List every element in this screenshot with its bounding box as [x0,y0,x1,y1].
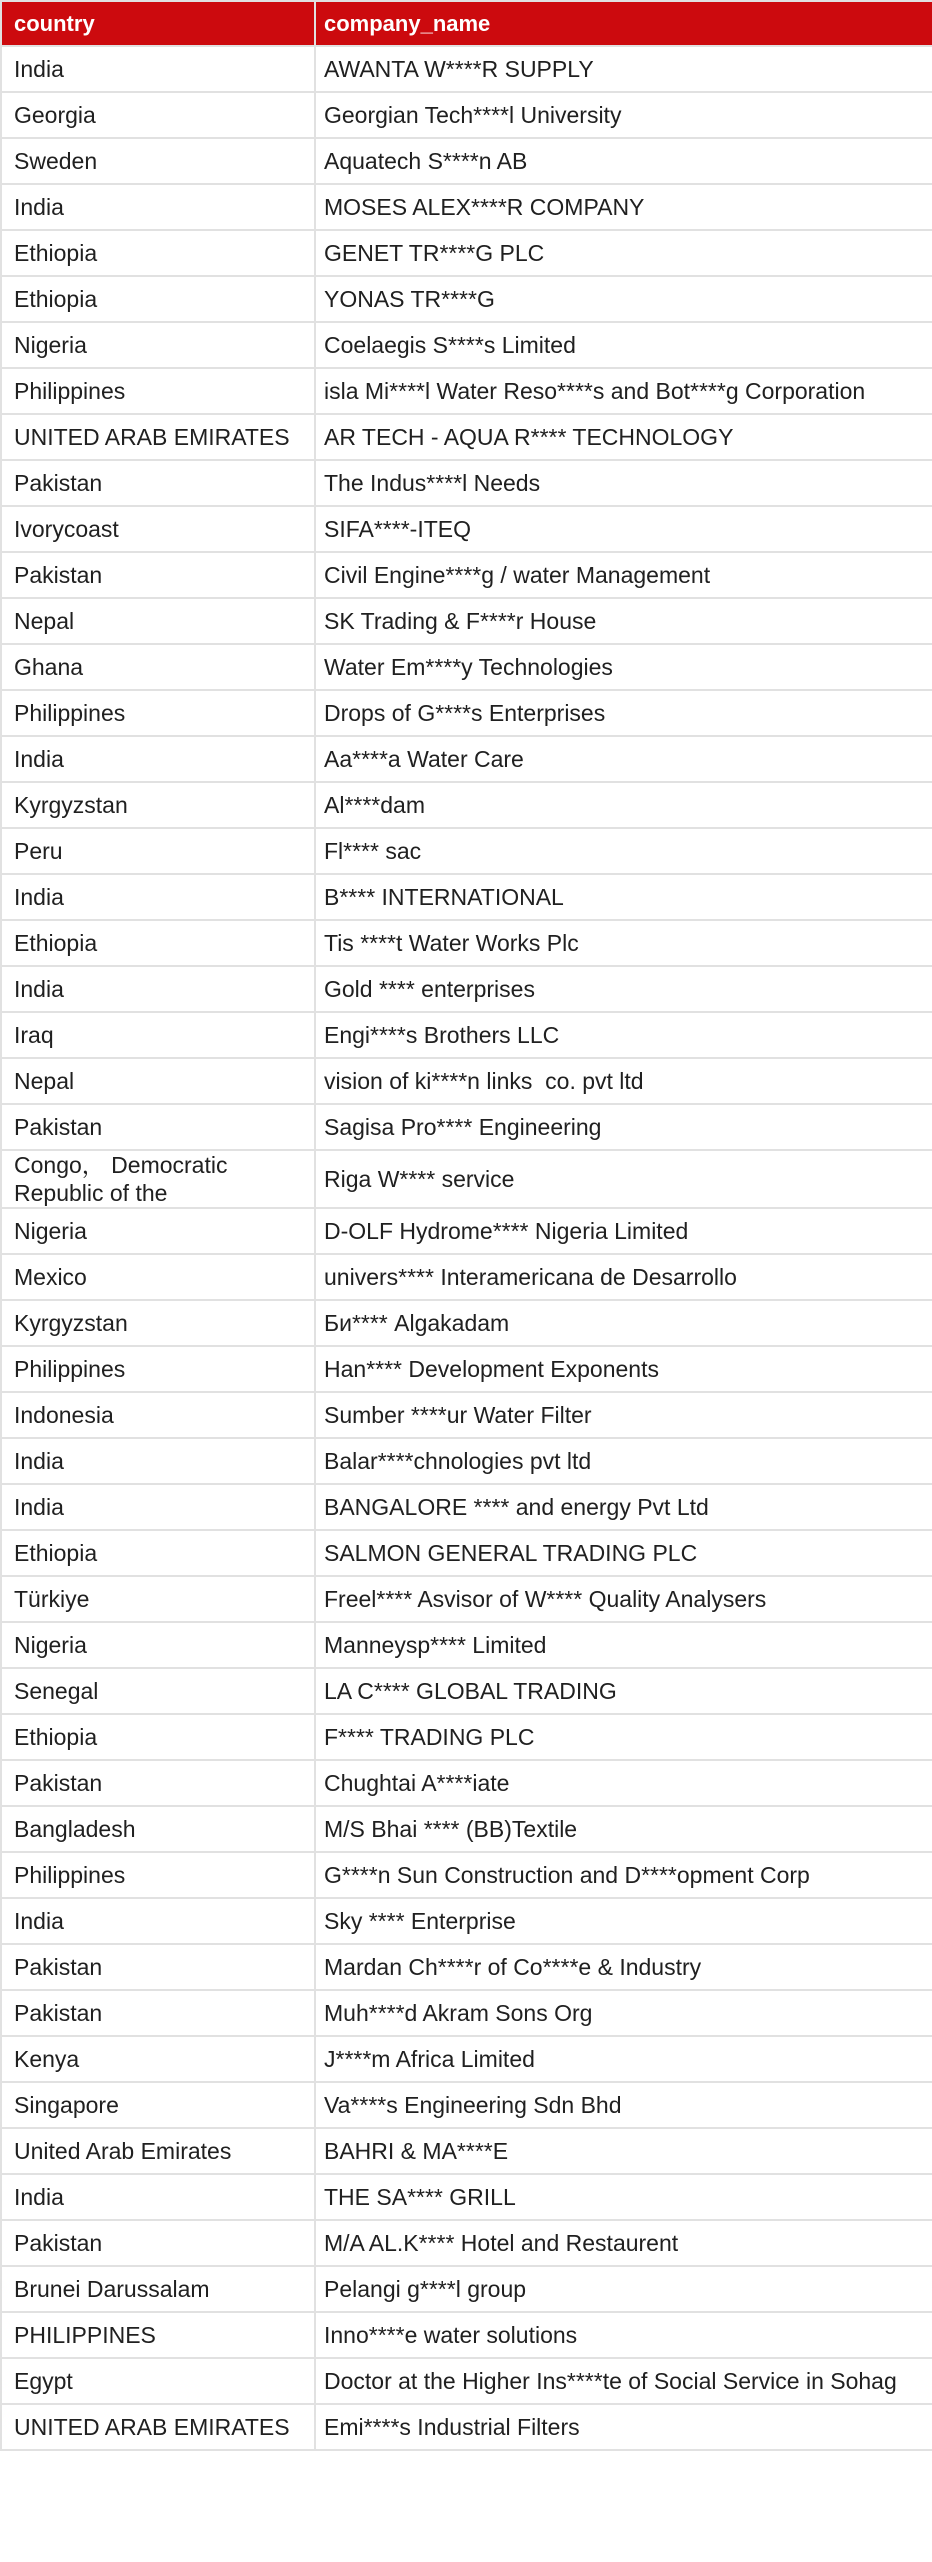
table-row [1,1530,932,1576]
company-name-cell: Manneysp**** Limited [315,1622,932,1668]
country-cell: Philippines [1,1346,315,1392]
company-name-cell: Han**** Development Exponents [315,1346,932,1392]
company-name-cell: vision of ki****n links co. pvt ltd [315,1058,932,1104]
table-row [1,828,932,874]
table-row [1,1898,932,1944]
company-name-cell: M/S Bhai **** (BB)Textile [315,1806,932,1852]
country-cell: India [1,966,315,1012]
country-cell: Ethiopia [1,276,315,322]
country-cell: Türkiye [1,1576,315,1622]
table-row [1,1438,932,1484]
table-header [1,1,932,46]
company-name-cell: Sagisa Pro**** Engineering [315,1104,932,1150]
country-cell: Ivorycoast [1,506,315,552]
table-row [1,230,932,276]
company-name-cell: J****m Africa Limited [315,2036,932,2082]
company-name-cell: Coelaegis S****s Limited [315,322,932,368]
table-row [1,736,932,782]
column-header-company-name: company_name [315,1,932,46]
company-name-cell: univers**** Interamericana de Desarrollo [315,1254,932,1300]
country-cell: Singapore [1,2082,315,2128]
company-name-cell: G****n Sun Construction and D****opment Corp [315,1852,932,1898]
country-cell: Pakistan [1,2220,315,2266]
table-row [1,920,932,966]
company-name-cell: Gold **** enterprises [315,966,932,1012]
country-cell: Mexico [1,1254,315,1300]
country-cell: India [1,2174,315,2220]
table-row [1,92,932,138]
country-cell: Kyrgyzstan [1,782,315,828]
table-row [1,1990,932,2036]
table-body [1,46,932,2450]
table-row [1,598,932,644]
country-cell: PHILIPPINES [1,2312,315,2358]
country-cell: Pakistan [1,552,315,598]
country-cell: Sweden [1,138,315,184]
table-row [1,966,932,1012]
country-cell: United Arab Emirates [1,2128,315,2174]
company-name-cell: D-OLF Hydrome**** Nigeria Limited [315,1208,932,1254]
company-name-cell: Balar****chnologies pvt ltd [315,1438,932,1484]
country-cell: Philippines [1,690,315,736]
company-name-cell: Inno****e water solutions [315,2312,932,2358]
country-cell: India [1,184,315,230]
company-name-cell: F**** TRADING PLC [315,1714,932,1760]
country-cell: Iraq [1,1012,315,1058]
table-row [1,2036,932,2082]
country-cell: India [1,1898,315,1944]
table-row [1,1852,932,1898]
company-name-cell: YONAS TR****G [315,276,932,322]
company-name-cell: Doctor at the Higher Ins****te of Social Service in Sohag [315,2358,932,2404]
company-name-cell: Aa****a Water Care [315,736,932,782]
country-cell: UNITED ARAB EMIRATES [1,2404,315,2450]
table-row [1,1392,932,1438]
country-cell: Peru [1,828,315,874]
table-row [1,1576,932,1622]
table-row [1,690,932,736]
table-row [1,2174,932,2220]
company-name-cell: Water Em****y Technologies [315,644,932,690]
company-name-cell: Tis ****t Water Works Plc [315,920,932,966]
company-name-cell: Chughtai A****iate [315,1760,932,1806]
table-row [1,506,932,552]
country-cell: Pakistan [1,1104,315,1150]
company-name-cell: Sumber ****ur Water Filter [315,1392,932,1438]
company-name-cell: Freel**** Asvisor of W**** Quality Analysers [315,1576,932,1622]
company-name-cell: SALMON GENERAL TRADING PLC [315,1530,932,1576]
company-name-cell: Engi****s Brothers LLC [315,1012,932,1058]
country-cell: Kenya [1,2036,315,2082]
country-cell: India [1,874,315,920]
country-cell: Nigeria [1,1622,315,1668]
table-row [1,2404,932,2450]
table-row [1,552,932,598]
country-cell: Ethiopia [1,230,315,276]
country-cell: Kyrgyzstan [1,1300,315,1346]
country-cell: Senegal [1,1668,315,1714]
country-cell: Bangladesh [1,1806,315,1852]
table-row [1,1346,932,1392]
country-cell: Ethiopia [1,1530,315,1576]
table-row [1,1058,932,1104]
table-row [1,414,932,460]
company-name-cell: Drops of G****s Enterprises [315,690,932,736]
table-row [1,1944,932,1990]
table-row [1,1622,932,1668]
table-row [1,368,932,414]
company-name-cell: BAHRI & MA****E [315,2128,932,2174]
country-cell: Ethiopia [1,1714,315,1760]
company-name-cell: LA C**** GLOBAL TRADING [315,1668,932,1714]
table-row [1,1668,932,1714]
country-cell: Pakistan [1,460,315,506]
country-cell: Nigeria [1,1208,315,1254]
company-name-cell: B**** INTERNATIONAL [315,874,932,920]
country-cell: Nigeria [1,322,315,368]
company-name-cell: Fl**** sac [315,828,932,874]
company-name-cell: Al****dam [315,782,932,828]
table-row [1,1300,932,1346]
table-row [1,1254,932,1300]
country-cell: Ghana [1,644,315,690]
table-row [1,874,932,920]
table-row [1,1208,932,1254]
country-cell: Egypt [1,2358,315,2404]
company-name-cell: BANGALORE **** and energy Pvt Ltd [315,1484,932,1530]
table-row [1,1104,932,1150]
company-name-cell: Civil Engine****g / water Management [315,552,932,598]
country-cell: Pakistan [1,1760,315,1806]
country-cell: Pakistan [1,1944,315,1990]
header-row [1,1,932,46]
table-row [1,782,932,828]
company-name-cell: Riga W**** service [315,1150,932,1208]
company-name-cell: The Indus****l Needs [315,460,932,506]
company-name-cell: Aquatech S****n AB [315,138,932,184]
table-row [1,184,932,230]
table-row [1,2220,932,2266]
table-row [1,46,932,92]
country-cell: Pakistan [1,1990,315,2036]
company-name-cell: AWANTA W****R SUPPLY [315,46,932,92]
country-cell: India [1,46,315,92]
table-row [1,460,932,506]
company-name-cell: Sky **** Enterprise [315,1898,932,1944]
company-name-cell: AR TECH - AQUA R**** TECHNOLOGY [315,414,932,460]
company-name-cell: Би**** Algakadam [315,1300,932,1346]
table-row [1,322,932,368]
table-row [1,1714,932,1760]
country-cell: India [1,736,315,782]
table-row [1,1012,932,1058]
company-name-cell: Mardan Ch****r of Co****e & Industry [315,1944,932,1990]
column-header-country: country [1,1,315,46]
company-name-cell: THE SA**** GRILL [315,2174,932,2220]
country-cell: UNITED ARAB EMIRATES [1,414,315,460]
company-name-cell: Va****s Engineering Sdn Bhd [315,2082,932,2128]
table-row [1,2358,932,2404]
country-cell: Congo， Democratic Republic of the [1,1150,315,1208]
company-name-cell: SIFA****-ITEQ [315,506,932,552]
table-row [1,2128,932,2174]
country-cell: Georgia [1,92,315,138]
company-name-cell: Muh****d Akram Sons Org [315,1990,932,2036]
company-name-cell: MOSES ALEX****R COMPANY [315,184,932,230]
company-name-cell: Georgian Tech****l University [315,92,932,138]
table-row [1,2312,932,2358]
table-row [1,138,932,184]
country-cell: Philippines [1,368,315,414]
country-cell: India [1,1484,315,1530]
table-row [1,644,932,690]
country-cell: Ethiopia [1,920,315,966]
table-row [1,1484,932,1530]
company-name-cell: isla Mi****l Water Reso****s and Bot****g Corporation [315,368,932,414]
table-row [1,1150,932,1208]
country-cell: India [1,1438,315,1484]
country-cell: Brunei Darussalam [1,2266,315,2312]
company-name-cell: Pelangi g****l group [315,2266,932,2312]
country-cell: Indonesia [1,1392,315,1438]
country-cell: Philippines [1,1852,315,1898]
company-name-cell: M/A AL.K**** Hotel and Restaurent [315,2220,932,2266]
company-name-cell: SK Trading & F****r House [315,598,932,644]
country-cell: Nepal [1,598,315,644]
company-name-cell: GENET TR****G PLC [315,230,932,276]
table-row [1,1806,932,1852]
country-cell: Nepal [1,1058,315,1104]
table-row [1,2082,932,2128]
table-row [1,1760,932,1806]
table-row [1,2266,932,2312]
table-row [1,276,932,322]
company-name-cell: Emi****s Industrial Filters [315,2404,932,2450]
